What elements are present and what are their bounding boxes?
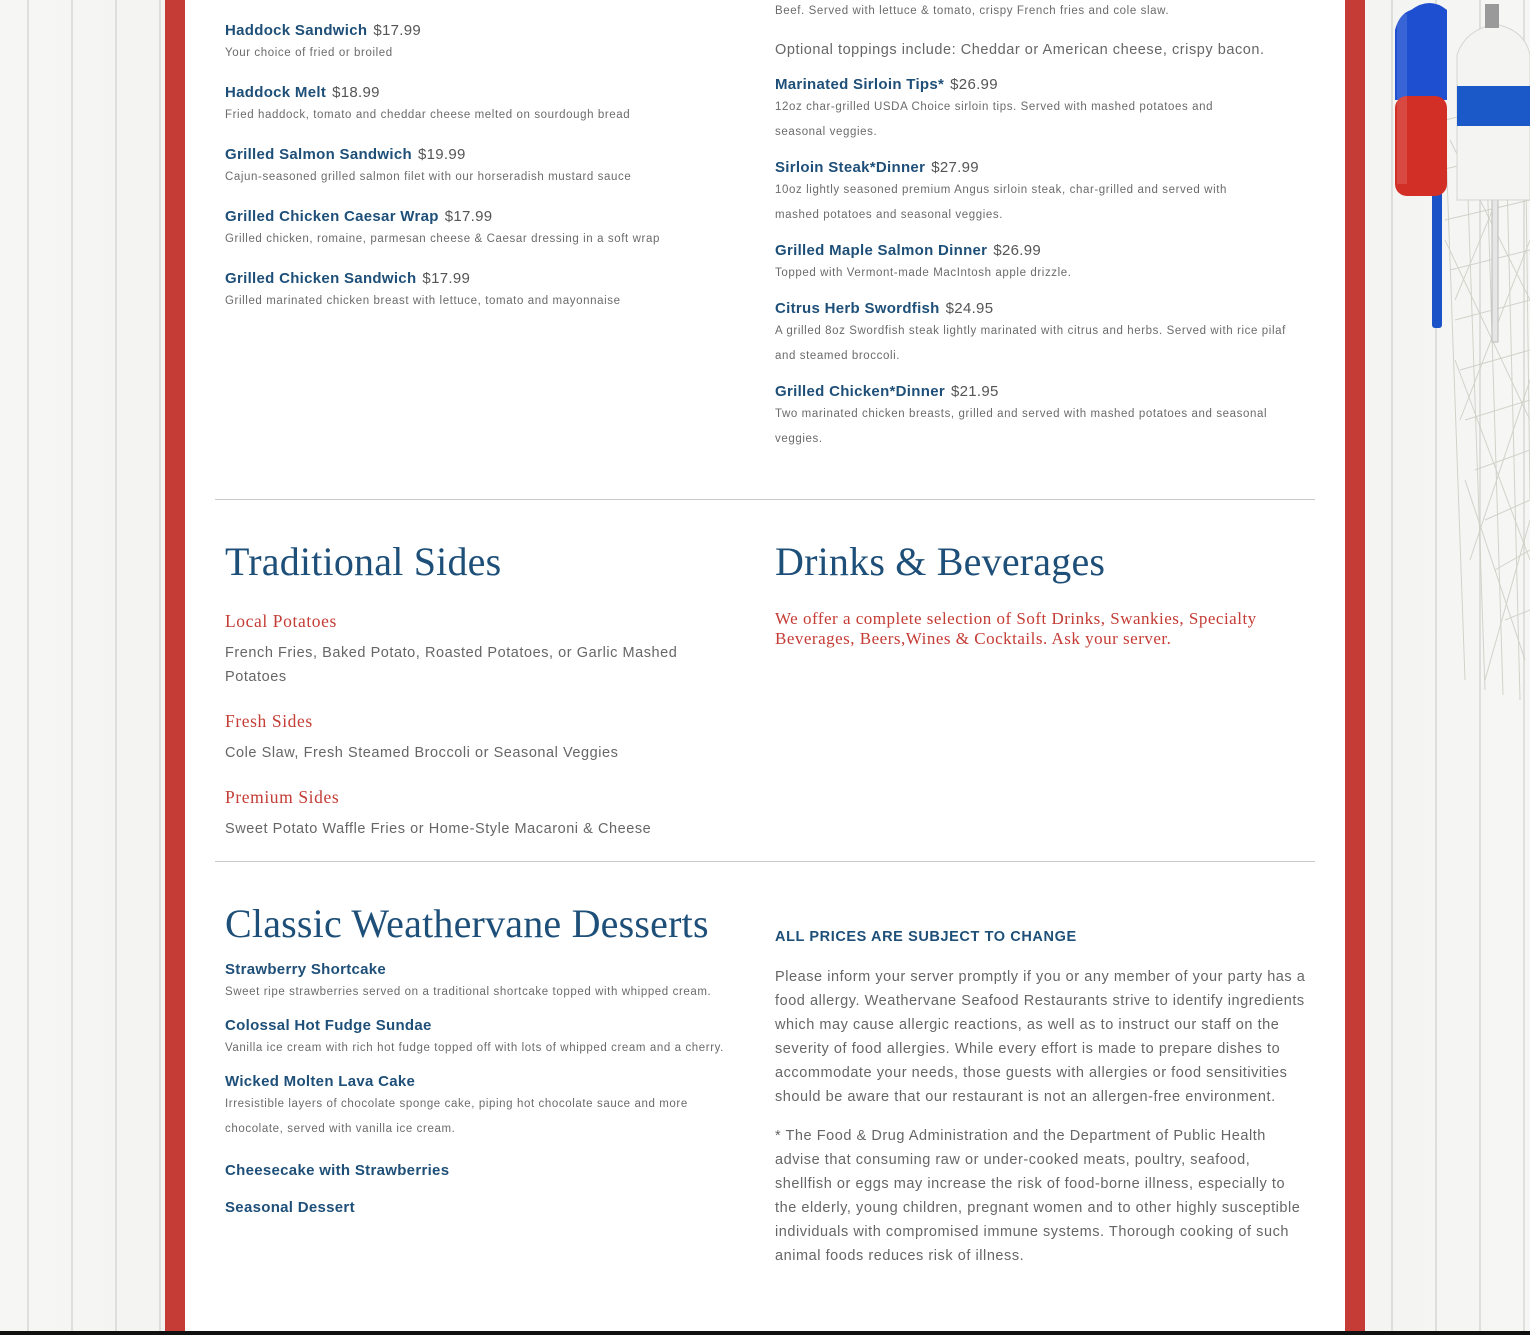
item-name: Colossal Hot Fudge Sundae: [225, 1017, 432, 1034]
item-description: A grilled 8oz Swordfish steak lightly marinated with citrus and herbs. Served with rice pilaf and steamed broccoli.: [775, 325, 1286, 362]
buoys-net-decoration: [1385, 0, 1530, 700]
menu-item: [225, 1199, 745, 1216]
menu-item: [225, 961, 745, 1005]
drinks-note: We offer a complete selection of Soft Drinks, Swankies, Specialty Beverages, Beers,Wines & Cocktails. Ask your server.: [775, 609, 1257, 648]
menu-item: [225, 1073, 745, 1142]
menu-item: [225, 1162, 745, 1179]
section-title: Traditional Sides: [225, 539, 502, 584]
menu-item: [775, 159, 1295, 228]
item-name: Grilled Chicken Caesar Wrap: [225, 208, 439, 225]
item-description: Grilled chicken, romaine, parmesan cheese & Caesar dressing in a soft wrap: [225, 233, 660, 245]
menu-item: [225, 84, 745, 128]
item-description: Sweet ripe strawberries served on a traditional shortcake topped with whipped cream.: [225, 986, 712, 998]
sandwiches-column: [225, 22, 745, 314]
item-name: Sirloin Steak*Dinner: [775, 159, 926, 176]
item-price: $21.95: [950, 383, 999, 400]
page-bottom-edge: [0, 1331, 1530, 1335]
item-price: $17.99: [444, 208, 493, 225]
side-group-text: French Fries, Baked Potato, Roasted Potatoes, or Garlic Mashed Potatoes: [225, 645, 678, 685]
drinks-section: [775, 538, 1295, 649]
side-group-title: Fresh Sides: [225, 711, 313, 731]
side-group-text: Sweet Potato Waffle Fries or Home-Style Macaroni & Cheese: [225, 821, 652, 837]
item-name: Marinated Sirloin Tips*: [775, 76, 945, 93]
item-description: Topped with Vermont-made MacIntosh apple drizzle.: [775, 267, 1072, 279]
toppings-note: Optional toppings include: Cheddar or American cheese, crispy bacon.: [775, 42, 1265, 58]
menu-item: [775, 76, 1295, 145]
side-group-title: Local Potatoes: [225, 611, 337, 631]
side-group-title: Premium Sides: [225, 787, 340, 807]
menu-item: [225, 22, 745, 66]
fda-notice: * The Food & Drug Administration and the Department of Public Health advise that consuming raw or under-cooked meats, poultry, seafood, shellfish or eggs may increase the risk of food-borne illness, especially to the elderly, young children, pregnant women and to other highly susceptible individuals with compromised immune systems. Thorough cooking of such animal foods reduces risk of illness.: [775, 1128, 1301, 1264]
menu-item: [225, 208, 745, 252]
sides-section: [225, 538, 725, 841]
menu-item: [775, 242, 1295, 286]
section-title: Drinks & Beverages: [775, 539, 1106, 584]
item-price: $27.99: [931, 159, 979, 176]
item-description: Two marinated chicken breasts, grilled and served with mashed potatoes and seasonal veggies.: [775, 408, 1268, 445]
allergy-notice: Please inform your server promptly if you or any member of your party has a food allergy. Weathervane Seafood Restaurants strive to identify ingredients which may cause allergic reactions, as well as to instruct our staff on the severity of food allergies. While every effort is made to prepare dishes to accommodate your needs, those guests with allergies or food sensitivities should be aware that our restaurant is not an allergen-free environment.: [775, 969, 1306, 1105]
item-name: Grilled Chicken*Dinner: [775, 383, 945, 400]
item-name: Grilled Salmon Sandwich: [225, 146, 412, 163]
menu-item: [225, 270, 745, 314]
item-name: Seasonal Dessert: [225, 1199, 355, 1216]
item-description: Cajun-seasoned grilled salmon filet with our horseradish mustard sauce: [225, 171, 632, 183]
section-divider: [215, 499, 1315, 500]
item-description: Grilled marinated chicken breast with lettuce, tomato and mayonnaise: [225, 295, 621, 307]
item-name: Citrus Herb Swordfish: [775, 300, 940, 317]
section-title: Classic Weathervane Desserts: [225, 901, 709, 946]
item-name: Wicked Molten Lava Cake: [225, 1073, 416, 1090]
item-price: $26.99: [993, 242, 1041, 259]
item-name: Haddock Sandwich: [225, 22, 368, 39]
item-price: $19.99: [417, 146, 466, 163]
prices-notice-heading: ALL PRICES ARE SUBJECT TO CHANGE: [775, 929, 1077, 945]
item-name: Haddock Melt: [225, 84, 327, 101]
menu-item: [225, 1017, 745, 1061]
item-description: 10oz lightly seasoned premium Angus sirloin steak, char-grilled and served with mashed potatoes and seasonal veggies.: [775, 184, 1228, 221]
item-price: $17.99: [373, 22, 422, 39]
item-description: Fried haddock, tomato and cheddar cheese melted on sourdough bread: [225, 109, 631, 121]
menu-item: [775, 300, 1295, 369]
menu-item: [225, 146, 745, 190]
red-blue-buoy-icon: [1395, 3, 1447, 328]
item-price: $18.99: [332, 84, 380, 101]
desserts-section: [225, 900, 745, 1216]
item-name: Strawberry Shortcake: [225, 961, 387, 978]
item-description: Your choice of fried or broiled: [225, 47, 393, 59]
item-description: Vanilla ice cream with rich hot fudge topped off with lots of whipped cream and a cherry.: [225, 1042, 724, 1054]
item-name: Grilled Maple Salmon Dinner: [775, 242, 988, 259]
burger-description-tail: Beef. Served with lettuce & tomato, crispy French fries and cole slaw.: [775, 5, 1170, 17]
item-price: $17.99: [422, 270, 471, 287]
item-description: 12oz char-grilled USDA Choice sirloin tips. Served with mashed potatoes and seasonal veggies.: [775, 101, 1214, 138]
item-price: $24.95: [945, 300, 994, 317]
menu-item: [775, 383, 1295, 452]
section-divider: [215, 861, 1315, 862]
item-price: $26.99: [950, 76, 998, 93]
item-description: Irresistible layers of chocolate sponge cake, piping hot chocolate sauce and more chocolate, served with vanilla ice cream.: [225, 1098, 688, 1135]
grill-column: [775, 0, 1295, 452]
side-group-text: Cole Slaw, Fresh Steamed Broccoli or Seasonal Veggies: [225, 745, 619, 761]
item-name: Cheesecake with Strawberries: [225, 1162, 450, 1179]
white-blue-buoy-icon: [1457, 4, 1530, 342]
item-name: Grilled Chicken Sandwich: [225, 270, 417, 287]
notices-section: [775, 929, 1307, 1268]
